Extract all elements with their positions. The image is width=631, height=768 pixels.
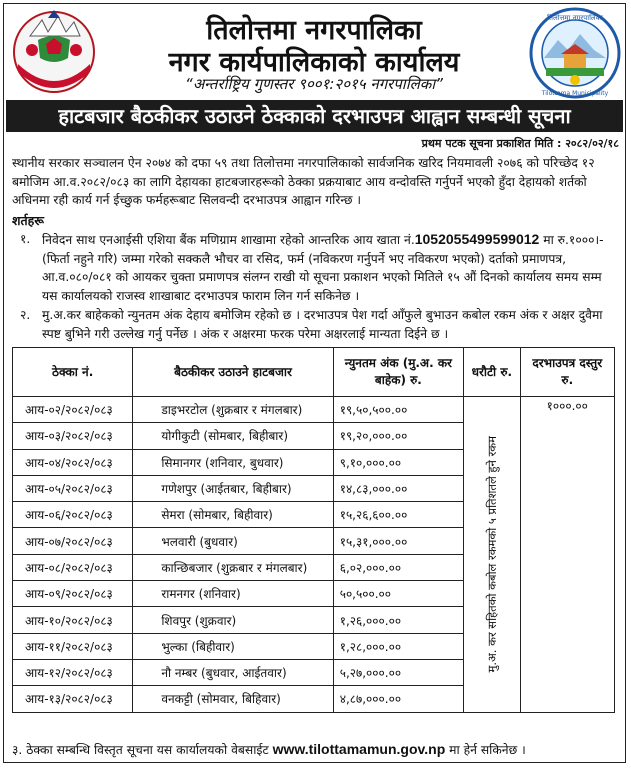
- term-text: [42, 230, 612, 305]
- market-cell: भुल्का (बिहीवार): [133, 633, 333, 659]
- municipality-name: तिलोत्तमा नगरपालिका: [206, 15, 422, 46]
- table-header-row: [13, 348, 615, 397]
- min-amount-cell: १,२६,०००.००: [333, 607, 463, 633]
- deposit-note: मु.अ. कर सहितको कबोल रकमको ५ प्रतिशतले हुने रकम: [485, 436, 500, 673]
- contract-no-cell: आय-१३/२०८२/०८३: [13, 686, 133, 712]
- table-row: [13, 397, 615, 423]
- market-cell: गणेशपुर (आईतबार, बिहीबार): [133, 475, 333, 501]
- min-amount-cell: ५०,५००.००: [333, 581, 463, 607]
- market-cell: रामनगर (शनिवार): [133, 581, 333, 607]
- contract-no-cell: आय-१२/२०८२/०८३: [13, 659, 133, 685]
- nepal-emblem-logo: [8, 6, 100, 98]
- contract-no-cell: आय-०७/२०८२/०८३: [13, 528, 133, 554]
- min-amount-cell: १५,३१,०००.००: [333, 528, 463, 554]
- term-text-part: निवेदन साथ एनआईसी एशिया बैंक मणिग्राम शाखामा रहेको आन्तरिक आय खाता नं.: [42, 233, 415, 247]
- contract-no-cell: आय-०५/२०८२/०८३: [13, 475, 133, 501]
- term-text: मु.अ.कर बाहेकको न्युनतम अंक देहाय बमोजिम रहेको छ । दरभाउपत्र पेश गर्दा आँफुले बुभाउन कबोल रकम अंक र अक्षर दुवैमा स्पष्ट बुभिने गरी उल्लेख गर्नु पर्नेछ । अंक र अक्षरमा फरक परेमा अक्षरलाई मान्यता दिईने छ ।: [42, 308, 603, 341]
- bank-account-number: 105205549959901​2: [414, 231, 540, 247]
- term-item-1: [12, 230, 612, 305]
- fee-cell: १०००.००: [520, 397, 614, 713]
- footer-text: ३. ठेक्का सम्बन्धि विस्तृत सूचना यस कार्यालयको वेबसाईट: [12, 743, 273, 757]
- notice-title-banner: हाटबजार बैठकीकर उठाउने ठेक्काको दरभाउपत्र आह्वान सम्बन्धी सूचना: [6, 100, 623, 132]
- term-number: २.: [20, 308, 31, 322]
- min-amount-cell: ६,०२,०००.००: [333, 554, 463, 580]
- min-amount-cell: १५,२६,६००.००: [333, 502, 463, 528]
- min-amount-cell: ४,८७,०००.००: [333, 686, 463, 712]
- min-amount-cell: ५,२७,०००.००: [333, 659, 463, 685]
- contract-no-cell: आय-०८/२०८२/०८३: [13, 554, 133, 580]
- seal-top-text: तिलोत्तमा नगरपालिका: [547, 14, 603, 22]
- col-min-amount: न्युनतम अंक (मु.अ. कर बाहेक) रु.: [333, 348, 463, 397]
- contract-no-cell: आय-०६/२०८२/०८३: [13, 502, 133, 528]
- min-amount-cell: ९,१०,०००.००: [333, 449, 463, 475]
- col-deposit: धरौटी रु.: [464, 348, 521, 397]
- market-cell: नौ नम्बर (बुधवार, आईतवार): [133, 659, 333, 685]
- min-amount-cell: १९,२०,०००.००: [333, 423, 463, 449]
- website-link[interactable]: www.tilottamamun.gov.np: [272, 741, 446, 757]
- term-item-2: [12, 306, 612, 343]
- deposit-cell: [464, 397, 521, 713]
- contract-no-cell: आय-०३/२०८२/०८३: [13, 423, 133, 449]
- market-cell: कान्छिबजार (शुक्रबार र मंगलबार): [133, 554, 333, 580]
- market-cell: शिवपुर (शुक्रवार): [133, 607, 333, 633]
- iso-tagline: “अन्तर्राष्ट्रिय गुणस्तर ९००१:२०१५ नगरपालिका”: [185, 75, 443, 93]
- col-contract-no: ठेक्का नं.: [13, 348, 133, 397]
- seal-bottom-text: Tilottama Municipality: [541, 90, 609, 97]
- contract-no-cell: आय-१०/२०८२/०८३: [13, 607, 133, 633]
- intro-paragraph: स्थानीय सरकार सञ्चालन ऐन २०७४ को दफा ५९ तथा तिलोत्तमा नगरपालिकाको सार्वजनिक खरिद नियमावली २०७६ को परिच्छेद १२ बमोजिम आ.व.२०८२/०८३ का लागि देहायका हाटबजारहरूको ठेक्का प्रक्रयाबाट आय वन्दोवस्ति गर्नुपर्ने भएकोे हुँदा देहायको शर्तको अधिनमा रही कार्य गर्न ईच्छुक फर्महरूबाट सिलवन्दी दरभाउपत्र आह्वान गरिन्छ ।: [12, 156, 595, 207]
- contract-no-cell: आय-०९/२०८२/०८३: [13, 581, 133, 607]
- footer-text: मा हेर्न सकिनेछ ।: [445, 743, 526, 757]
- municipality-seal-logo: [528, 6, 622, 100]
- market-cell: सिमानगर (शनिवार, बुधवार): [133, 449, 333, 475]
- contract-no-cell: आय-०४/२०८२/०८३: [13, 449, 133, 475]
- contract-no-cell: आय-११/२०८२/०८३: [13, 633, 133, 659]
- market-cell: डाइभरटोल (शुक्रबार र मंगलबार): [133, 397, 333, 423]
- market-cell: सेमरा (सोमबार, बिहीवार): [133, 502, 333, 528]
- col-fee: दरभाउपत्र दस्तुर रु.: [520, 348, 614, 397]
- market-cell: योगीकुटी (सोमबार, बिहीबार): [133, 423, 333, 449]
- terms-heading: शर्तहरू: [12, 213, 44, 228]
- term-number: १.: [20, 232, 31, 246]
- term-text-part: मा रु.१०००।- (फिर्ता नहुने गरि) जम्मा गरेको सक्कलै भौचर वा रसिद, फर्म (नविकरण गर्नुपर्ने भए नविकरण भएको) दर्ताको प्रमाणपत्र, आ.व.०८०/०८१ को आयकर चुक्ता प्रमाणपत्र संलग्न राखी यो सूचना प्रकाशन भएको मितिले १५ औं दिनको कार्यालय समय सम्म यस कार्यालयको राजस्व शाखाबाट दरभाउपत्र फाराम लिन गर्न सकिनेछ ।: [42, 233, 604, 303]
- min-amount-cell: १९,५०,५००.००: [333, 397, 463, 423]
- col-market: बैठकीकर उठाउने हाटबजार: [133, 348, 333, 397]
- office-name: नगर कार्यपालिकाको कार्यालय: [168, 47, 460, 78]
- market-cell: भलवारी (बुधवार): [133, 528, 333, 554]
- min-amount-cell: १४,८३,०००.००: [333, 475, 463, 501]
- contract-no-cell: आय-०२/२०८२/०८३: [13, 397, 133, 423]
- footer-note: [12, 741, 526, 758]
- contract-table: [12, 347, 615, 713]
- market-cell: वनकट्टी (सोमवार, बिहिवार): [133, 686, 333, 712]
- min-amount-cell: १,२८,०००.००: [333, 633, 463, 659]
- publish-date: प्रथम पटक सूचना प्रकाशित मिति : २०८२/०२/१८: [421, 137, 619, 150]
